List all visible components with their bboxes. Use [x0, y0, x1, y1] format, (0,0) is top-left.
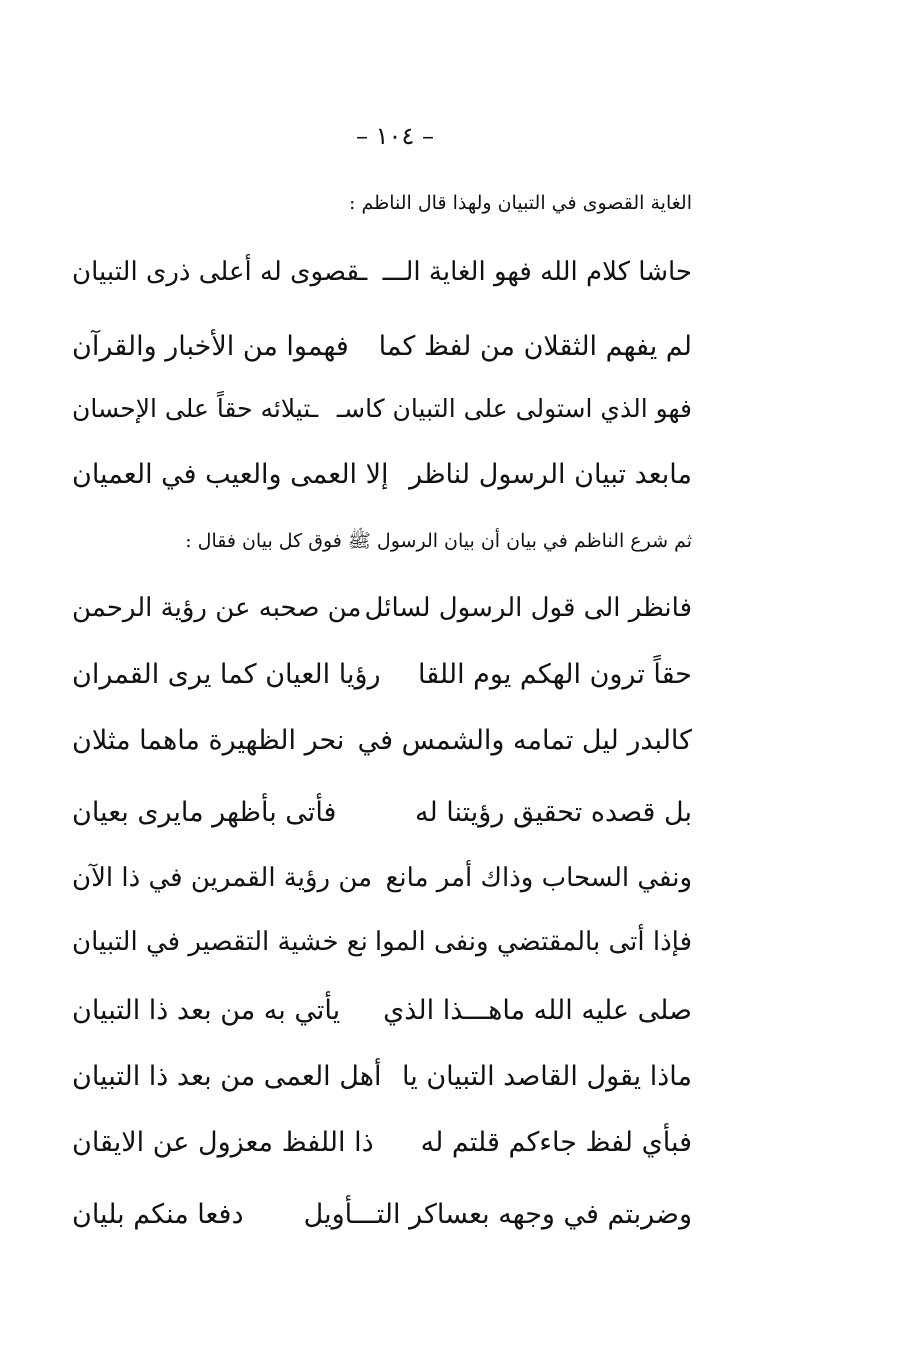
verse-second-hemistich: رؤيا العيان كما يرى القمران — [72, 658, 381, 690]
verse-second-hemistich: ذا اللفظ معزول عن الايقان — [72, 1126, 374, 1158]
verse-second-hemistich: إلا العمى والعيب في العميان — [72, 458, 389, 490]
intro-paragraph: الغاية القصوى في التبيان ولهذا قال الناظم : — [349, 192, 692, 214]
verse-first-hemistich: وضربتم في وجهه بعساكر التـــأويل — [303, 1198, 692, 1230]
verse-line — [72, 648, 692, 700]
verse-first-hemistich: مابعد تبيان الرسول لناظر — [409, 458, 692, 490]
verse-first-hemistich: لم يفهم الثقلان من لفظ كما — [378, 330, 692, 362]
verse-second-hemistich: نحر الظهيرة ماهما مثلان — [72, 724, 345, 756]
verse-line — [72, 246, 692, 298]
verse-line — [72, 786, 692, 838]
verse-first-hemistich: فبأي لفظ جاءكم قلتم له — [420, 1126, 692, 1158]
verse-line — [72, 582, 692, 634]
verse-second-hemistich: يأتي به من بعد ذا التبيان — [72, 994, 341, 1026]
verse-line — [72, 448, 692, 500]
verse-line — [72, 1188, 692, 1240]
verse-first-hemistich: ونفي السحاب وذاك أمر مانع — [385, 863, 692, 893]
verse-first-hemistich: بل قصده تحقيق رؤيتنا له — [414, 796, 692, 828]
verse-second-hemistich: من رؤية القمرين في ذا الآن — [72, 863, 373, 893]
verse-first-hemistich: كالبدر ليل تمامه والشمس في — [357, 724, 692, 756]
intro-paragraph: ثم شرع الناظم في بيان أن بيان الرسول ﷺ فوق كل بيان فقال : — [185, 530, 692, 552]
verse-line — [72, 1116, 692, 1168]
verse-first-hemistich: ماذا يقول القاصد التبيان يا — [402, 1060, 692, 1092]
verse-line — [72, 852, 692, 904]
verse-line — [72, 1050, 692, 1102]
verse-line — [72, 320, 692, 372]
verse-line — [72, 382, 692, 434]
verse-second-hemistich: فأتى بأظهر مايرى بعيان — [72, 796, 337, 828]
verse-line — [72, 714, 692, 766]
page-number: – ١٠٤ – — [356, 122, 434, 150]
verse-first-hemistich: فإذا أتى بالمقتضي ونفى الموا — [374, 927, 692, 957]
verse-first-hemistich: فهو الذي استولى على التبيان كاسـ — [336, 393, 692, 423]
verse-second-hemistich: فهموا من الأخبار والقرآن — [72, 330, 349, 362]
verse-second-hemistich: أهل العمى من بعد ذا التبيان — [72, 1060, 382, 1092]
verse-second-hemistich: ـقصوى له أعلى ذرى التبيان — [72, 257, 368, 287]
verse-first-hemistich: فانظر الى قول الرسول لسائل — [364, 593, 692, 623]
verse-line — [72, 916, 692, 968]
verse-second-hemistich: دفعا منكم بليان — [72, 1198, 244, 1230]
verse-line — [72, 984, 692, 1036]
verse-first-hemistich: حقاً ترون الهكم يوم اللقا — [418, 658, 692, 690]
verse-first-hemistich: صلى عليه الله ماهـــذا الذي — [383, 994, 692, 1026]
verse-first-hemistich: حاشا كلام الله فهو الغاية الـــ — [382, 257, 692, 287]
verse-second-hemistich: من صحبه عن رؤية الرحمن — [72, 593, 362, 623]
verse-second-hemistich: ـتيلائه حقاً على الإحسان — [72, 393, 319, 423]
verse-second-hemistich: نع خشية التقصير في التبيان — [72, 927, 368, 957]
